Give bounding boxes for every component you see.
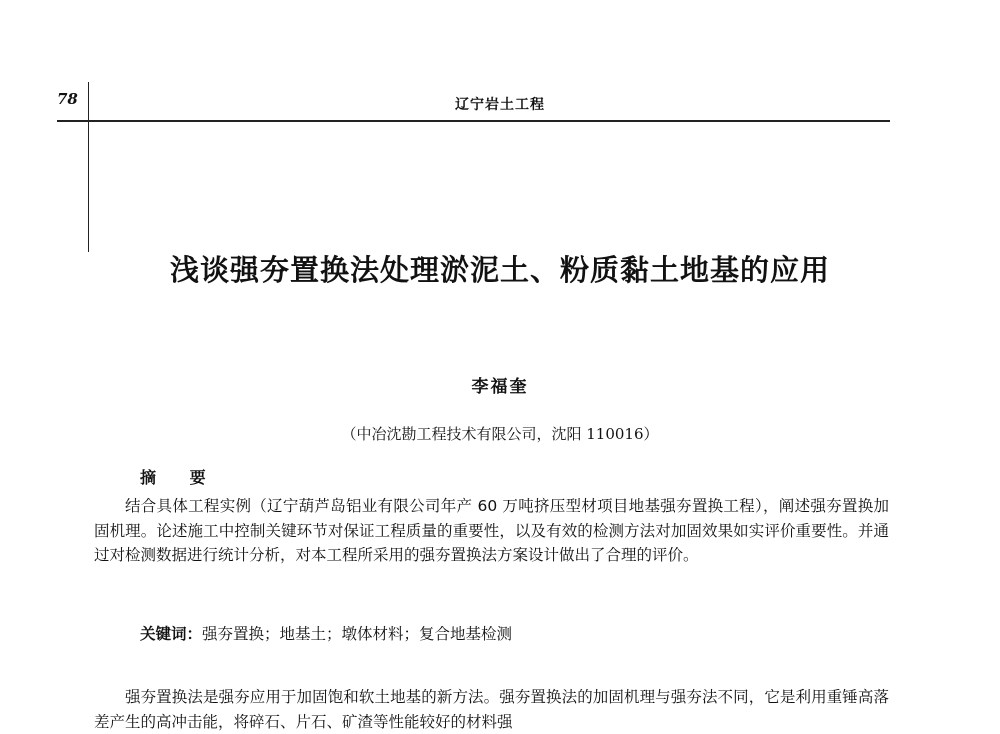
abstract-heading: 摘 要 (140, 468, 220, 487)
article-author: 李福奎 (471, 377, 529, 397)
page-number: 78 (57, 90, 78, 108)
abstract-text: 结合具体工程实例（辽宁葫芦岛铝业有限公司年产 60 万吨挤压型材项目地基强夯置换工程），阐述强夯置换加固机理。论述施工中控制关键环节对保证工程质量的重要性，以及有效的检测方法对加固效果如实评价重要性。并通过对检测数据进行统计分析，对本工程所采用的强夯置换法方案设计做出了合理的评价。 (94, 497, 889, 564)
body-paragraph: 强夯置换法是强夯应用于加固饱和软土地基的新方法。强夯置换法的加固机理与强夯法不同，它是利用重锤高落差产生的高冲击能，将碎石、片石、矿渣等性能较好的材料强 (94, 688, 889, 731)
keywords-label: 关键词： (140, 625, 203, 643)
author-affiliation: （中冶沈勘工程技术有限公司，沈阳 110016） (341, 425, 659, 443)
article-title: 浅谈强夯置换法处理淤泥土、粉质黏土地基的应用 (169, 253, 830, 287)
keywords-text: 强夯置换；地基土；墩体材料；复合地基检测 (202, 625, 513, 643)
keywords-line (140, 622, 512, 644)
header-horizontal-rule (57, 120, 890, 122)
journal-title: 辽宁岩土工程 (455, 97, 545, 113)
